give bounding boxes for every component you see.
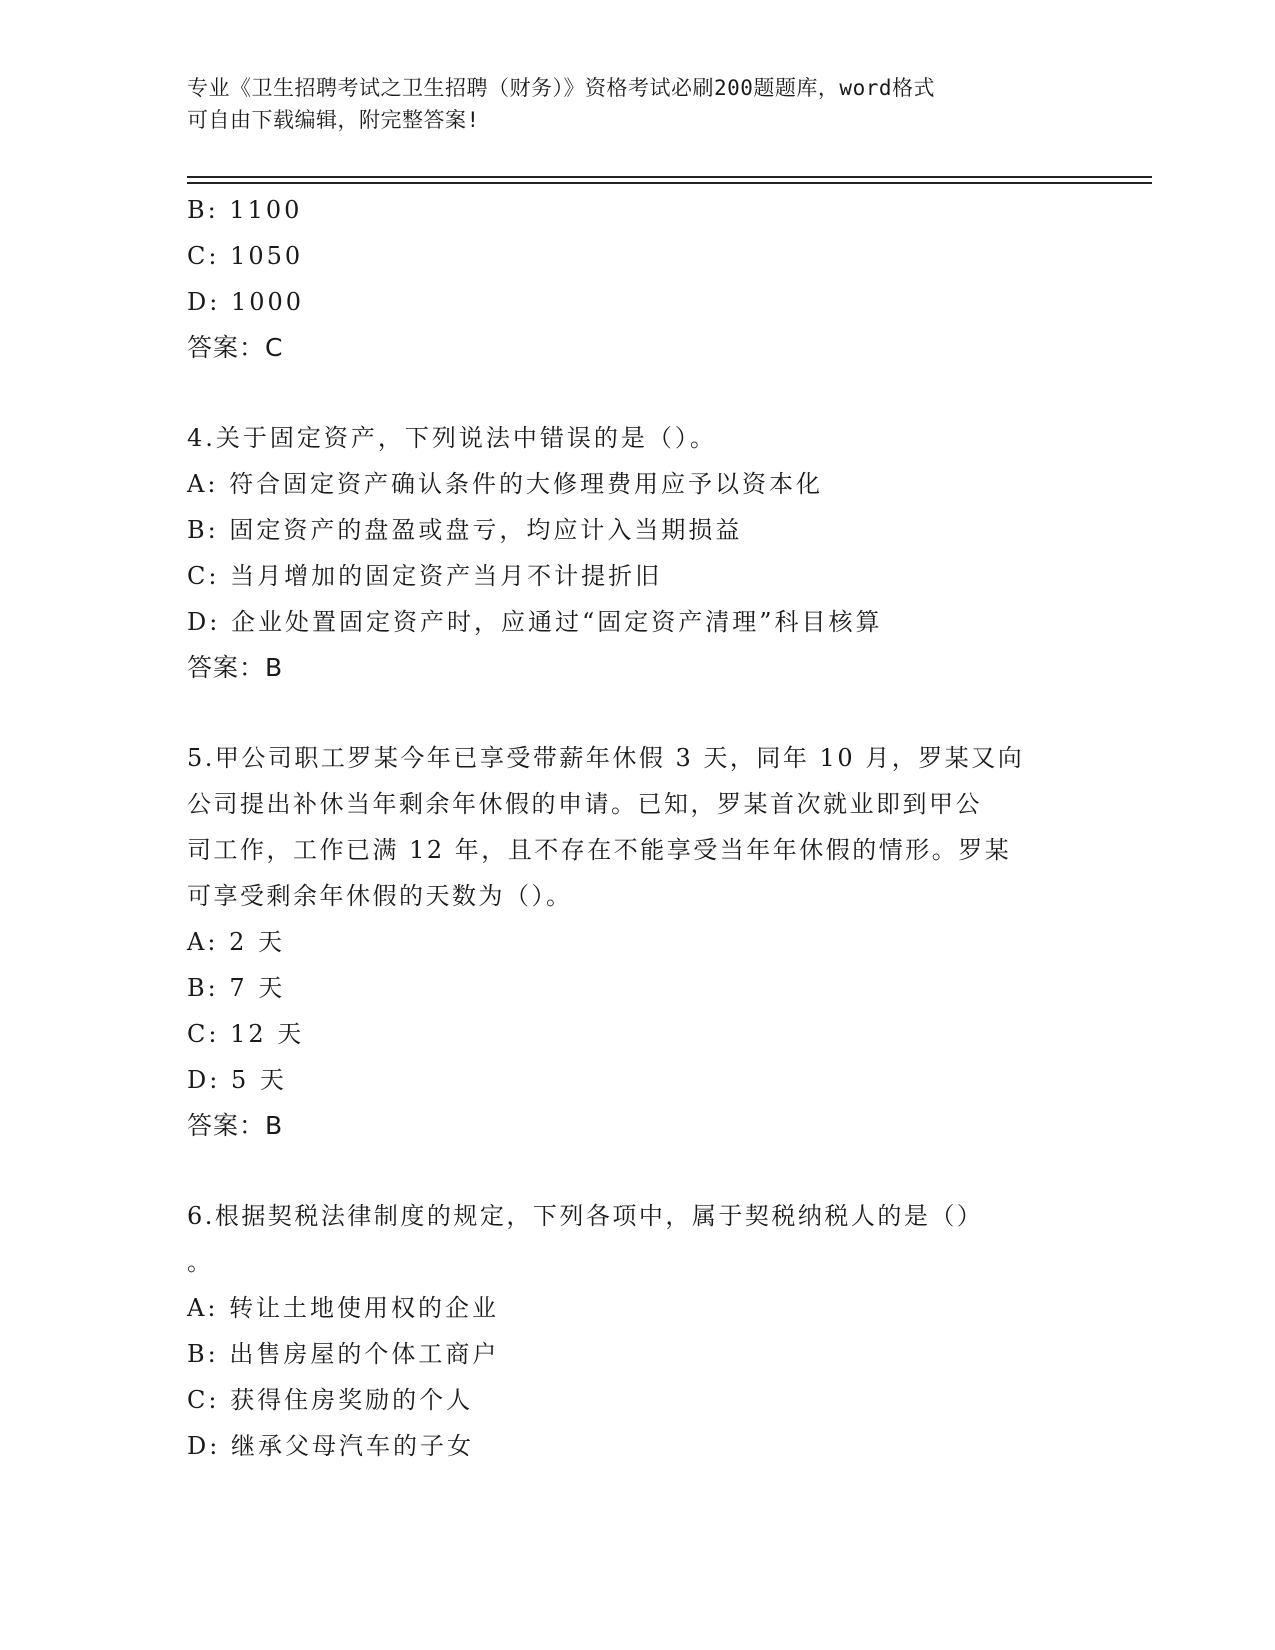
question-5-stem-line-1: 5.甲公司职工罗某今年已享受带薪年休假 3 天，同年 10 月，罗某又向 [187, 744, 1025, 772]
option-label: C: [187, 1386, 220, 1414]
option-text: 1050 [230, 242, 304, 270]
question-4 [187, 415, 1087, 691]
option-label: C: [187, 562, 220, 590]
option-label: D: [187, 608, 221, 636]
question-5-stem-line-2: 公司提出补休当年剩余年休假的申请。已知，罗某首次就业即到甲公 [187, 790, 982, 818]
option-c [187, 553, 1087, 599]
question-3-answer: 答案：C [187, 333, 284, 362]
option-text: 当月增加的固定资产当月不计提折旧 [230, 562, 663, 590]
option-b [187, 187, 1087, 233]
option-c [187, 1011, 1087, 1057]
option-text: 2 天 [229, 928, 285, 956]
question-4-answer: 答案：B [187, 653, 284, 682]
option-b [187, 965, 1087, 1011]
option-label: B: [187, 1340, 219, 1368]
question-list [187, 187, 1087, 1469]
option-text: 1000 [230, 288, 305, 316]
header-title-line-1: 专业《卫生招聘考试之卫生招聘（财务）》资格考试必刷200题题库，word格式 [187, 76, 935, 100]
question-6 [187, 1193, 1087, 1469]
option-c [187, 233, 1087, 279]
option-b [187, 507, 1087, 553]
option-b [187, 1331, 1087, 1377]
header-divider-bottom [187, 182, 1152, 184]
option-label: D: [187, 1066, 221, 1094]
option-label: C: [187, 1020, 220, 1048]
option-text: 获得住房奖励的个人 [230, 1386, 474, 1414]
option-text: 继承父母汽车的子女 [230, 1432, 474, 1460]
option-label: B: [187, 974, 219, 1002]
question-5-answer: 答案：B [187, 1111, 284, 1140]
option-d [187, 599, 1087, 645]
option-label: D: [187, 1432, 221, 1460]
question-4-stem: 4.关于固定资产，下列说法中错误的是（）。 [187, 424, 717, 452]
option-label: A: [187, 1294, 219, 1322]
option-a [187, 1285, 1087, 1331]
option-d [187, 1423, 1087, 1469]
option-label: D: [187, 288, 221, 316]
option-label: B: [187, 516, 219, 544]
option-text: 固定资产的盘盈或盘亏，均应计入当期损益 [229, 516, 743, 544]
option-text: 企业处置固定资产时，应通过“固定资产清理”科目核算 [230, 608, 883, 636]
option-text: 符合固定资产确认条件的大修理费用应予以资本化 [229, 470, 824, 498]
option-text: 12 天 [230, 1020, 305, 1048]
option-label: A: [187, 470, 219, 498]
option-text: 7 天 [229, 974, 286, 1002]
question-5-stem-line-4: 可享受剩余年休假的天数为（）。 [187, 882, 573, 910]
option-label: C: [187, 242, 220, 270]
question-6-stem-line-2: 。 [187, 1248, 214, 1276]
question-6-stem-line-1: 6.根据契税法律制度的规定，下列各项中，属于契税纳税人的是（） [187, 1202, 984, 1230]
option-a [187, 919, 1087, 965]
header-title-line-2: 可自由下载编辑，附完整答案! [187, 108, 480, 132]
option-a [187, 461, 1087, 507]
option-d [187, 279, 1087, 325]
option-text: 转让土地使用权的企业 [229, 1294, 500, 1322]
spacer [187, 371, 1087, 415]
spacer [187, 1149, 1087, 1193]
option-c [187, 1377, 1087, 1423]
option-d [187, 1057, 1087, 1103]
header-divider-top [187, 176, 1152, 178]
option-text: 出售房屋的个体工商户 [229, 1340, 500, 1368]
document-header [187, 72, 1067, 136]
option-text: 5 天 [230, 1066, 287, 1094]
question-5-stem-line-3: 司工作，工作已满 12 年，且不存在不能享受当年年休假的情形。罗某 [187, 836, 1012, 864]
question-5 [187, 735, 1087, 1149]
option-text: 1100 [229, 196, 303, 224]
question-3-options [187, 187, 1087, 371]
spacer [187, 691, 1087, 735]
option-label: B: [187, 196, 219, 224]
option-label: A: [187, 928, 219, 956]
